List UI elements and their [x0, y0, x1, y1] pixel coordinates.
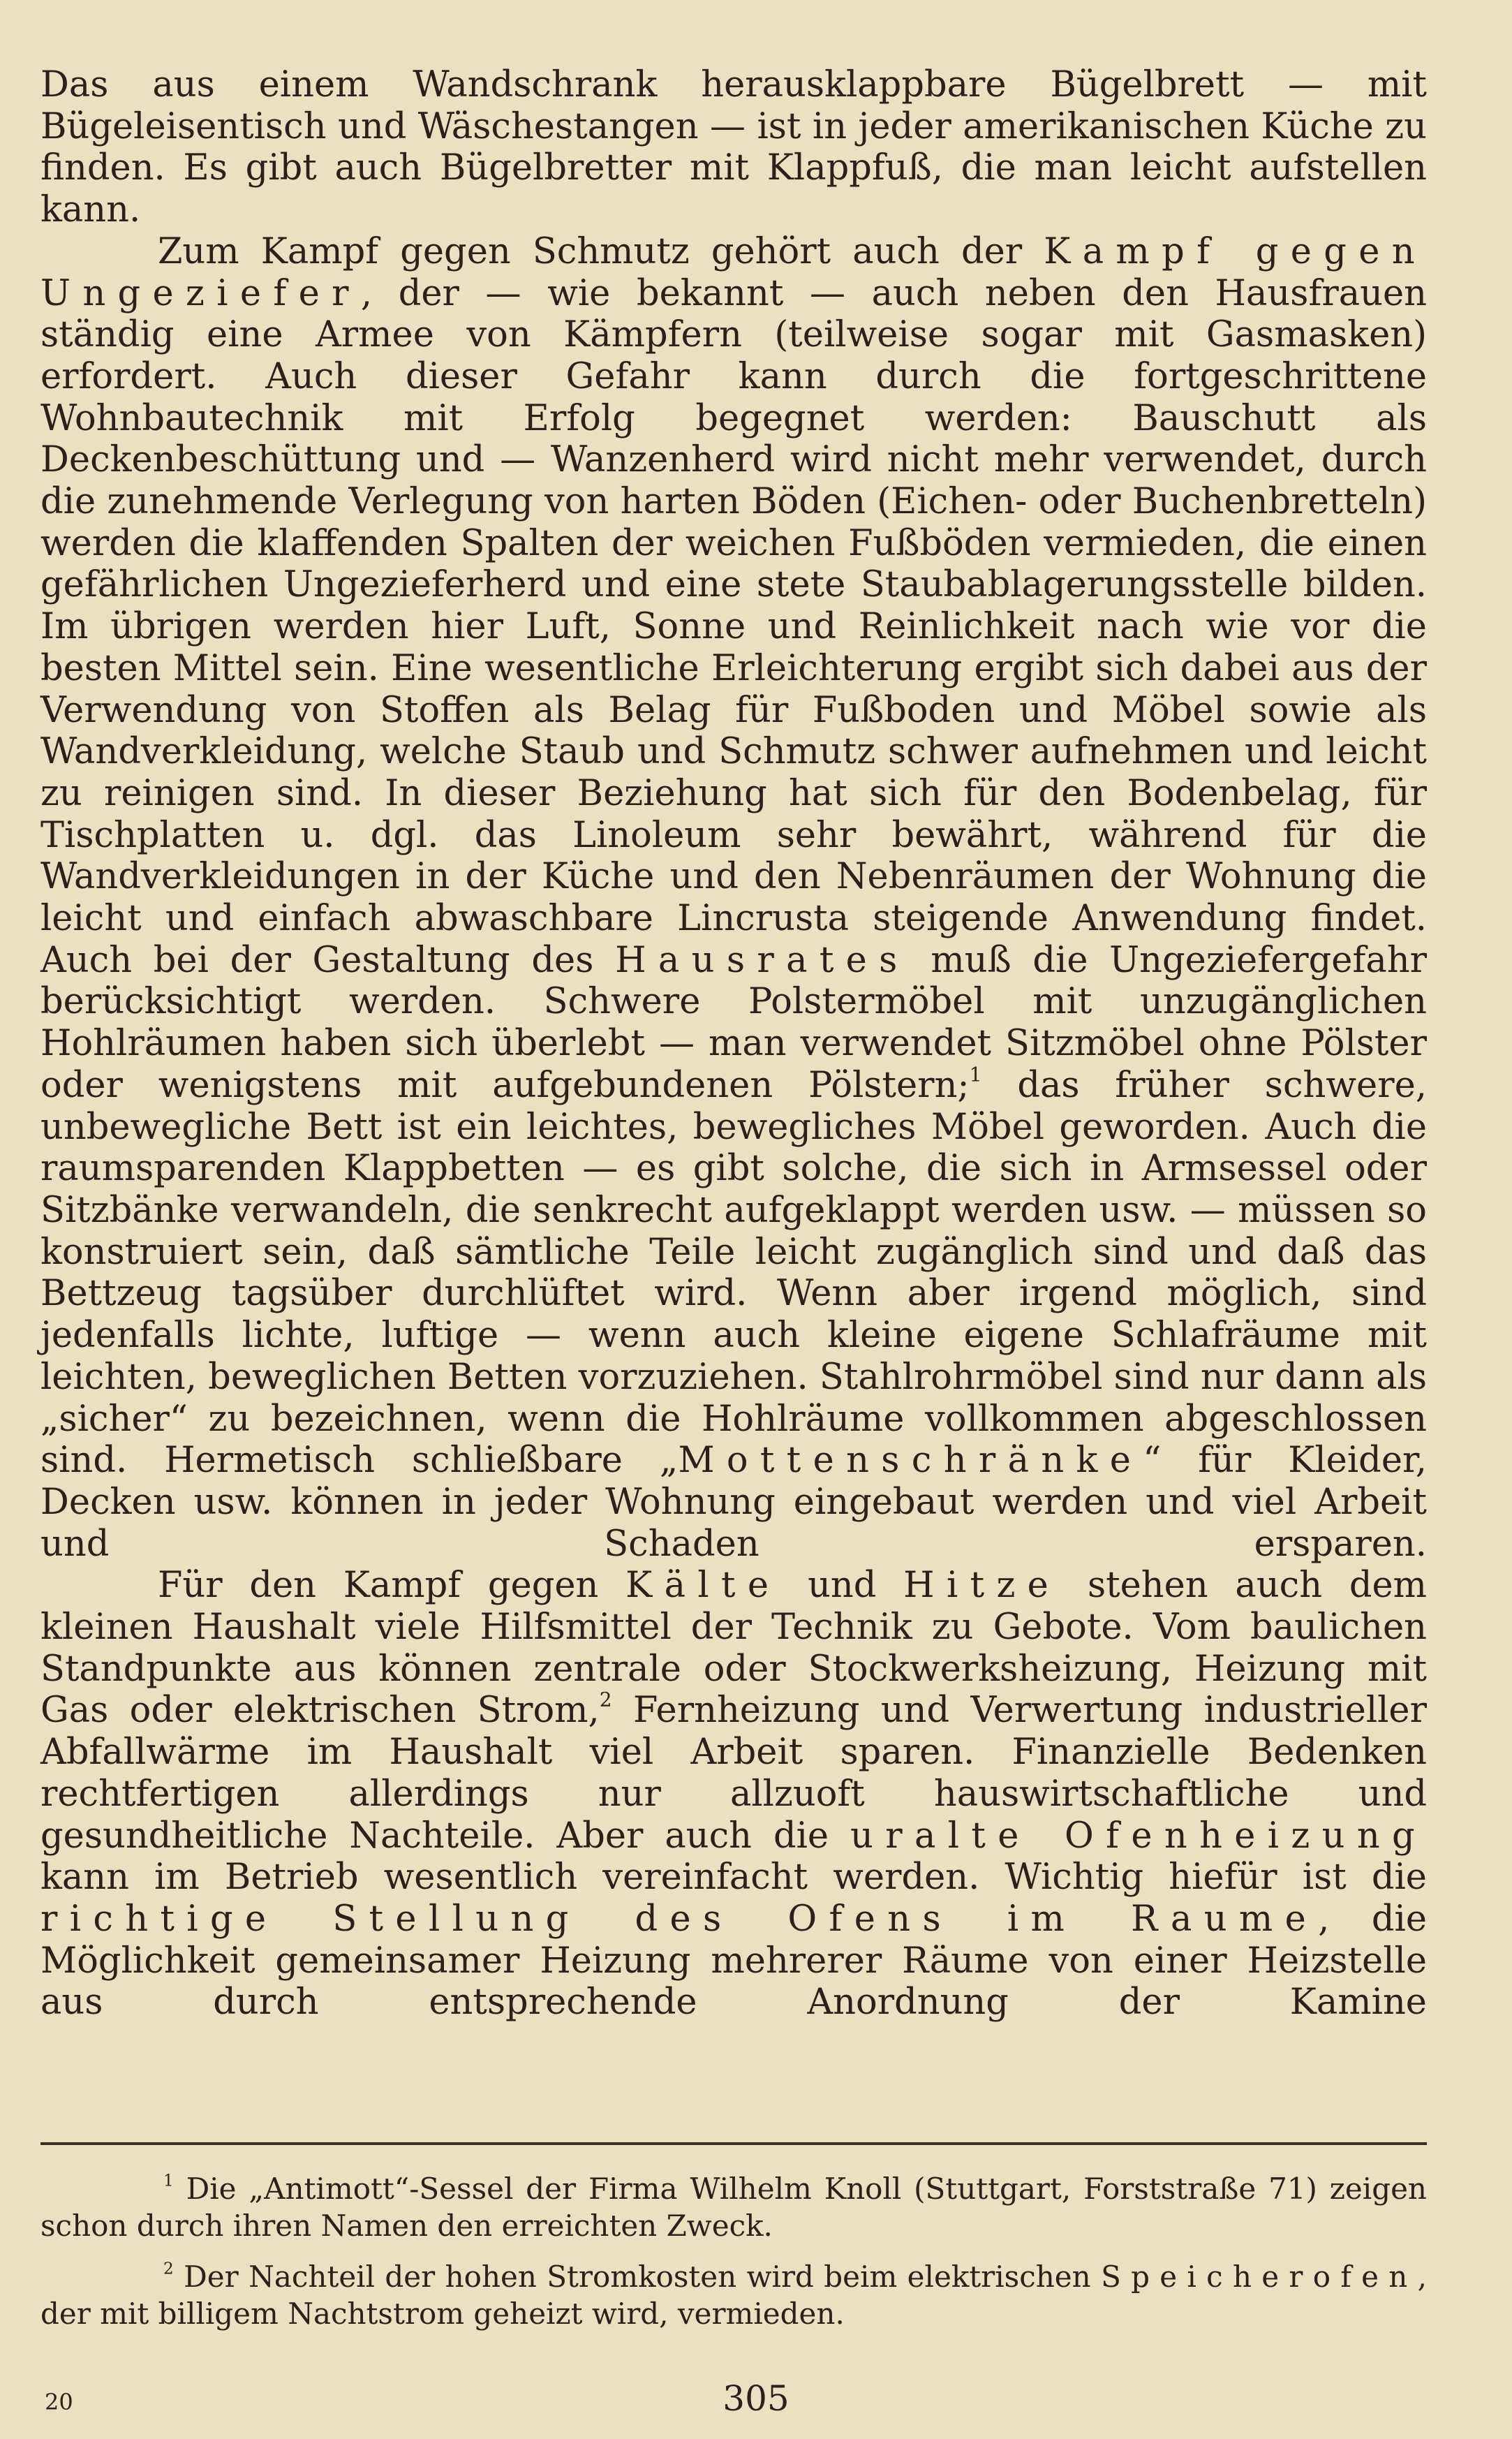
text-run: das früher schwere, unbewegliche Bett ist ein leichtes, bewegliches Möbel geworden. Auch die raumsparenden Klappbetten — es gibt solche, die sich in Armsessel oder Sitzbänke verwandeln, die senkrecht aufgeklappt werden usw. — müssen so konstruiert sein, daß sämtliche Teile leicht zugänglich sind und daß das Bettzeug tagsüber durchlüftet wird. Wenn aber irgend möglich, sind jedenfalls lichte, luftige — wenn auch kleine eigene Schlafräume mit leichten, beweglichen Betten vorzuziehen. Stahlrohrmöbel sind nur dann als „sicher“ zu bezeichnen, wenn die Hohlräume vollkommen abgeschlossen sind. Hermetisch schließbare „ [40, 1064, 1427, 1482]
emphasized-text: Hausrates [615, 939, 910, 981]
text-run: muß die Ungeziefergefahr berücksichtigt werden. Schwere Polstermöbel mit unzugänglichen Hohlräumen haben sich überlebt — man verwendet Sitzmöbel ohne Pölster oder wenigstens mit aufgebundenen Pölstern; [40, 939, 1427, 1106]
text-run: Der Nachteil der hohen Stromkosten wird beim elektrischen [184, 2260, 1102, 2294]
text-run: stehen auch dem kleinen Haushalt viele Hilfsmittel der Technik zu Gebote. Vom baulichen Standpunkte aus können zentrale oder Stockwerksheizung, Heizung mit Gas oder elektrischen Strom, [40, 1565, 1428, 1732]
text-run: “ für Kleider, Decken usw. können in jeder Wohnung eingebaut werden und viel Arbeit und Schaden ersparen. [40, 1440, 1427, 1565]
emphasized-text: Speicherofen [1101, 2260, 1418, 2294]
footnote-marker: 1 [163, 2172, 174, 2190]
paragraph [40, 1565, 1427, 2024]
emphasized-text: Hitze [903, 1565, 1061, 1607]
footnote-reference: 2 [599, 1688, 612, 1711]
footnote-reference: 1 [969, 1063, 982, 1086]
text-run: Für den Kampf gegen [158, 1565, 626, 1607]
page-body [40, 64, 1427, 2024]
text-run: Die „Antimott“-Sessel der Firma Wilhelm Knoll (Stuttgart, Forststraße 71) zeigen schon durch ihren Namen den erreichten Zweck. [40, 2172, 1427, 2243]
text-run: , der mit billigem Nachtstrom geheizt wird, vermieden. [40, 2260, 1427, 2331]
text-run: Zum Kampf gegen Schmutz gehört auch der [158, 230, 1044, 272]
emphasized-text: uralte Ofenheizung [850, 1815, 1428, 1857]
emphasized-text: Kampf gegen Ungeziefer [40, 230, 1427, 314]
body-text [40, 64, 1427, 2024]
footnote [40, 2258, 1427, 2332]
footnote-divider [40, 2142, 1427, 2145]
page-number: 305 [722, 2378, 790, 2419]
sheet-signature: 20 [45, 2389, 73, 2415]
emphasized-text: Kälte [625, 1565, 781, 1607]
text-run: Das aus einem Wandschrank herausklappbare Bügelbrett — mit Bügeleisentisch und Wäschestangen — ist in jeder amerikanischen Küche zu finden. Es gibt auch Bügelbretter mit Klappfuß, die man leicht aufstellen kann. [40, 64, 1427, 231]
footnote-marker: 2 [163, 2260, 174, 2278]
text-run: , die Möglichkeit gemeinsamer Heizung mehrerer Räume von einer Heizstelle aus durch entsprechende Anordnung der Kamine [40, 1898, 1428, 2024]
text-run: kann im Betrieb wesentlich vereinfacht werden. Wichtig hiefür ist die [40, 1857, 1427, 1899]
text-run: , der — wie bekannt — auch neben den Hausfrauen ständig eine Armee von Kämpfern (teilweise sogar mit Gasmasken) erfordert. Auch dieser Gefahr kann durch die fortgeschrittene Wohnbautechnik mit Erfolg begegnet werden: Bauschutt als Deckenbeschüttung und — Wanzenherd wird nicht mehr verwendet, durch die zunehmende Verlegung von harten Böden (Eichen- oder Buchenbretteln) werden die klaffenden Spalten der weichen Fußböden vermieden, die einen gefährlichen Ungezieferherd und eine stete Staubablagerungsstelle bilden. Im übrigen werden hier Luft, Sonne und Reinlichkeit nach wie vor die besten Mittel sein. Eine wesentliche Erleichterung ergibt sich dabei aus der Verwendung von Stoffen als Belag für Fußboden und Möbel sowie als Wandverkleidung, welche Staub und Schmutz schwer aufnehmen und leicht zu reinigen sind. In dieser Beziehung hat sich für den Bodenbelag, für Tischplatten u. dgl. das Linoleum sehr bewährt, während für die Wandverkleidungen in der Küche und den Nebenräumen der Wohnung die leicht und einfach abwaschbare Lincrusta steigende Anwendung findet. Auch bei der Gestaltung des [40, 272, 1427, 981]
footnote [40, 2170, 1427, 2244]
paragraph [40, 231, 1427, 1565]
emphasized-text: richtige Stellung des Ofens im Raume [40, 1898, 1319, 1940]
text-run: und [780, 1565, 904, 1607]
paragraph [40, 64, 1427, 231]
text-run: Fernheizung und Verwertung industrieller Abfallwärme im Haushalt viel Arbeit sparen. Finanzielle Bedenken rechtfertigen allerdings nur allzuoft hauswirtschaftliche und gesundheitliche Nachteile. Aber auch die [40, 1690, 1427, 1857]
emphasized-text: Mottenschränke [678, 1440, 1143, 1482]
footnotes [40, 2170, 1427, 2346]
